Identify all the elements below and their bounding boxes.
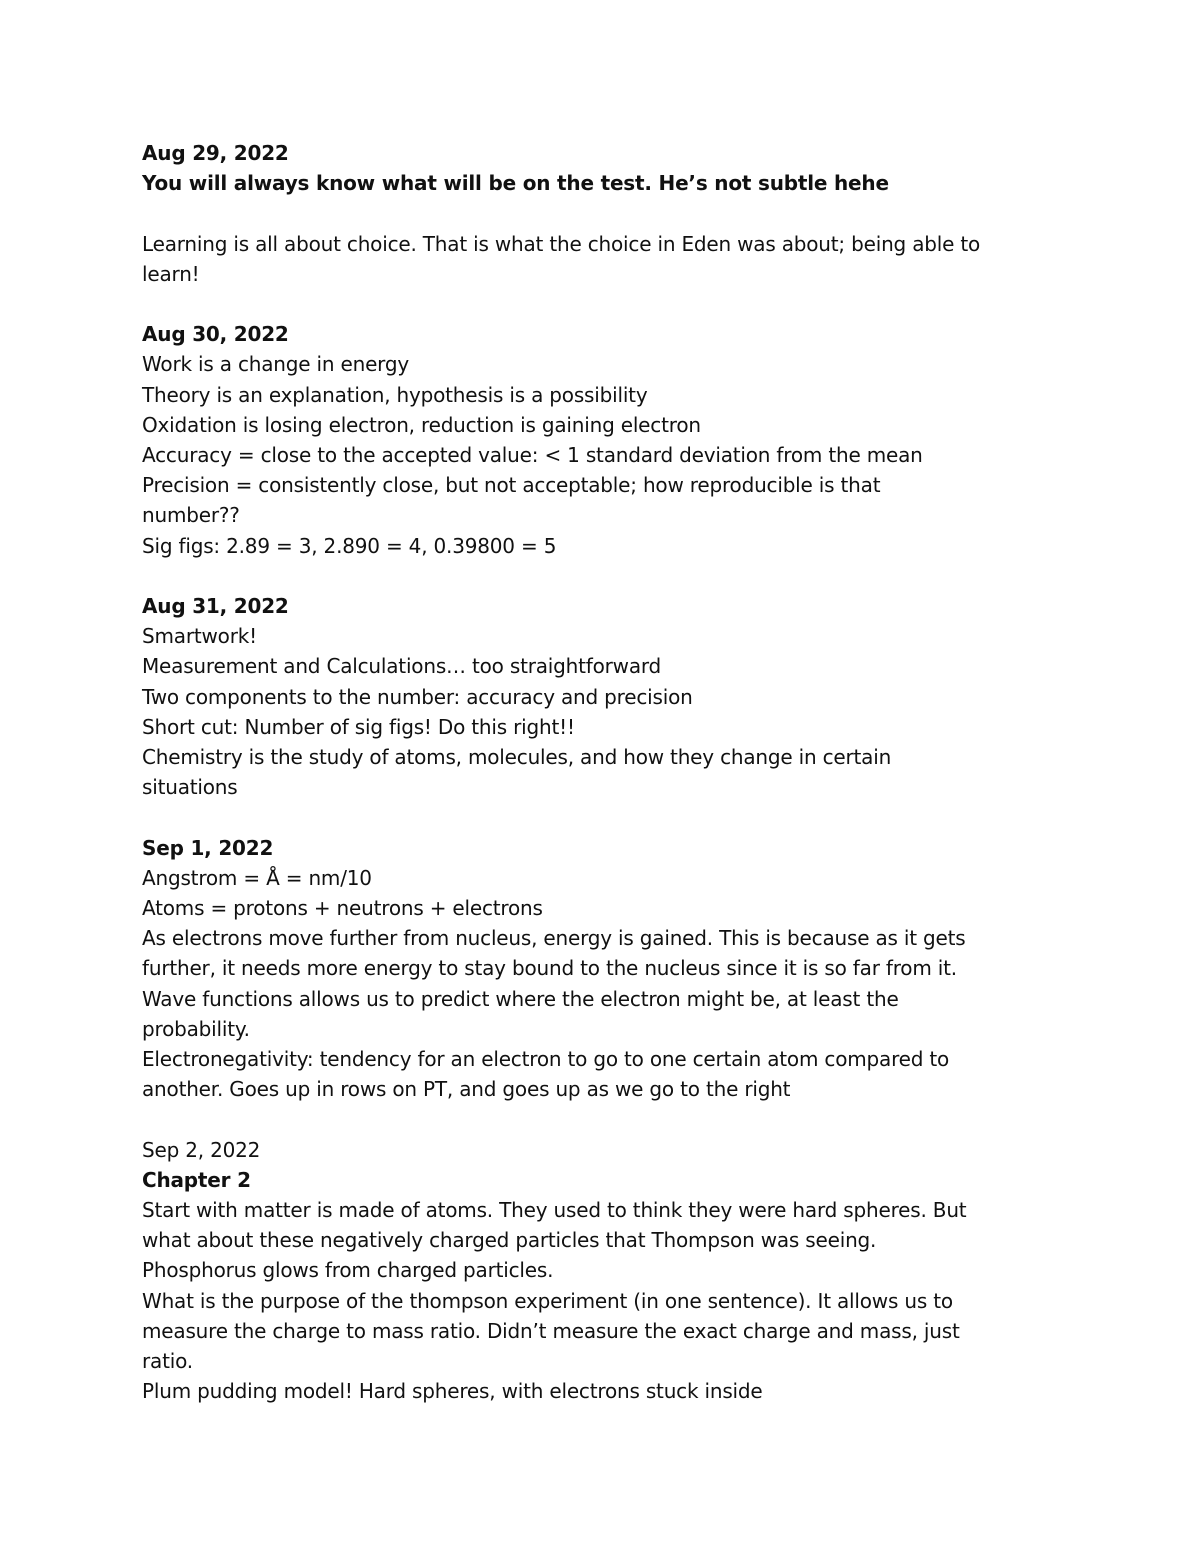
spacer xyxy=(142,289,1062,319)
note-line: Atoms = protons + neutrons + electrons xyxy=(142,896,543,921)
note-line: Sig figs: 2.89 = 3, 2.890 = 4, 0.39800 = 5 xyxy=(142,533,557,558)
note-line: measure the charge to mass ratio. Didn’t measure the exact charge and mass, just xyxy=(142,1318,960,1343)
note-line: Smartwork! xyxy=(142,624,257,649)
section-aug-31 xyxy=(142,591,1062,802)
note-line: what about these negatively charged particles that Thompson was seeing. xyxy=(142,1228,877,1253)
note-line: another. Goes up in rows on PT, and goes up as we go to the right xyxy=(142,1077,791,1102)
spacer xyxy=(142,1104,1062,1134)
note-line: Theory is an explanation, hypothesis is a possibility xyxy=(142,382,648,407)
note-line: What is the purpose of the thompson experiment (in one sentence). It allows us to xyxy=(142,1288,953,1313)
date-heading: Sep 1, 2022 xyxy=(142,835,274,860)
section-aug-29 xyxy=(142,138,1062,289)
note-line: further, it needs more energy to stay bound to the nucleus since it is so far from it. xyxy=(142,956,957,981)
note-line: Chemistry is the study of atoms, molecules, and how they change in certain xyxy=(142,745,892,770)
notes-page xyxy=(142,138,1062,1406)
date-heading: Aug 29, 2022 xyxy=(142,141,289,165)
note-line: As electrons move further from nucleus, energy is gained. This is because as it gets xyxy=(142,926,966,951)
date-heading: Aug 31, 2022 xyxy=(142,594,289,618)
section-sep-1 xyxy=(142,833,1062,1105)
spacer xyxy=(142,802,1062,832)
note-line: Electronegativity: tendency for an electron to go to one certain atom compared to xyxy=(142,1047,950,1072)
note-line: Angstrom = Å = nm/10 xyxy=(142,865,372,890)
note-line: Oxidation is losing electron, reduction is gaining electron xyxy=(142,412,701,437)
note-line: Measurement and Calculations… too straightforward xyxy=(142,654,662,679)
date-heading: Aug 30, 2022 xyxy=(142,322,289,347)
note-line: Short cut: Number of sig figs! Do this right!! xyxy=(142,714,575,739)
chapter-heading: Chapter 2 xyxy=(142,1167,251,1192)
note-line: Start with matter is made of atoms. They used to think they were hard spheres. But xyxy=(142,1198,967,1223)
note-line: Precision = consistently close, but not acceptable; how reproducible is that xyxy=(142,473,881,498)
note-line: number?? xyxy=(142,503,240,528)
spacer xyxy=(142,561,1062,591)
section-sep-2 xyxy=(142,1135,1062,1407)
spacer xyxy=(142,198,1062,228)
note-line: situations xyxy=(142,775,238,800)
note-line: probability. xyxy=(142,1016,250,1041)
note-line: Work is a change in energy xyxy=(142,352,409,377)
note-line: Wave functions allows us to predict where the electron might be, at least the xyxy=(142,986,899,1011)
section-subheading: You will always know what will be on the test. He’s not subtle hehe xyxy=(142,171,889,196)
note-line: Accuracy = close to the accepted value: < 1 standard deviation from the mean xyxy=(142,443,923,467)
note-line: Phosphorus glows from charged particles. xyxy=(142,1258,554,1283)
note-line: ratio. xyxy=(142,1349,193,1374)
note-line: Two components to the number: accuracy and precision xyxy=(142,684,693,709)
note-line: Plum pudding model! Hard spheres, with electrons stuck inside xyxy=(142,1379,763,1404)
section-aug-30 xyxy=(142,319,1062,561)
note-line: Learning is all about choice. That is what the choice in Eden was about; being able to xyxy=(142,231,981,256)
note-line: learn! xyxy=(142,261,200,286)
date-heading: Sep 2, 2022 xyxy=(142,1137,261,1162)
